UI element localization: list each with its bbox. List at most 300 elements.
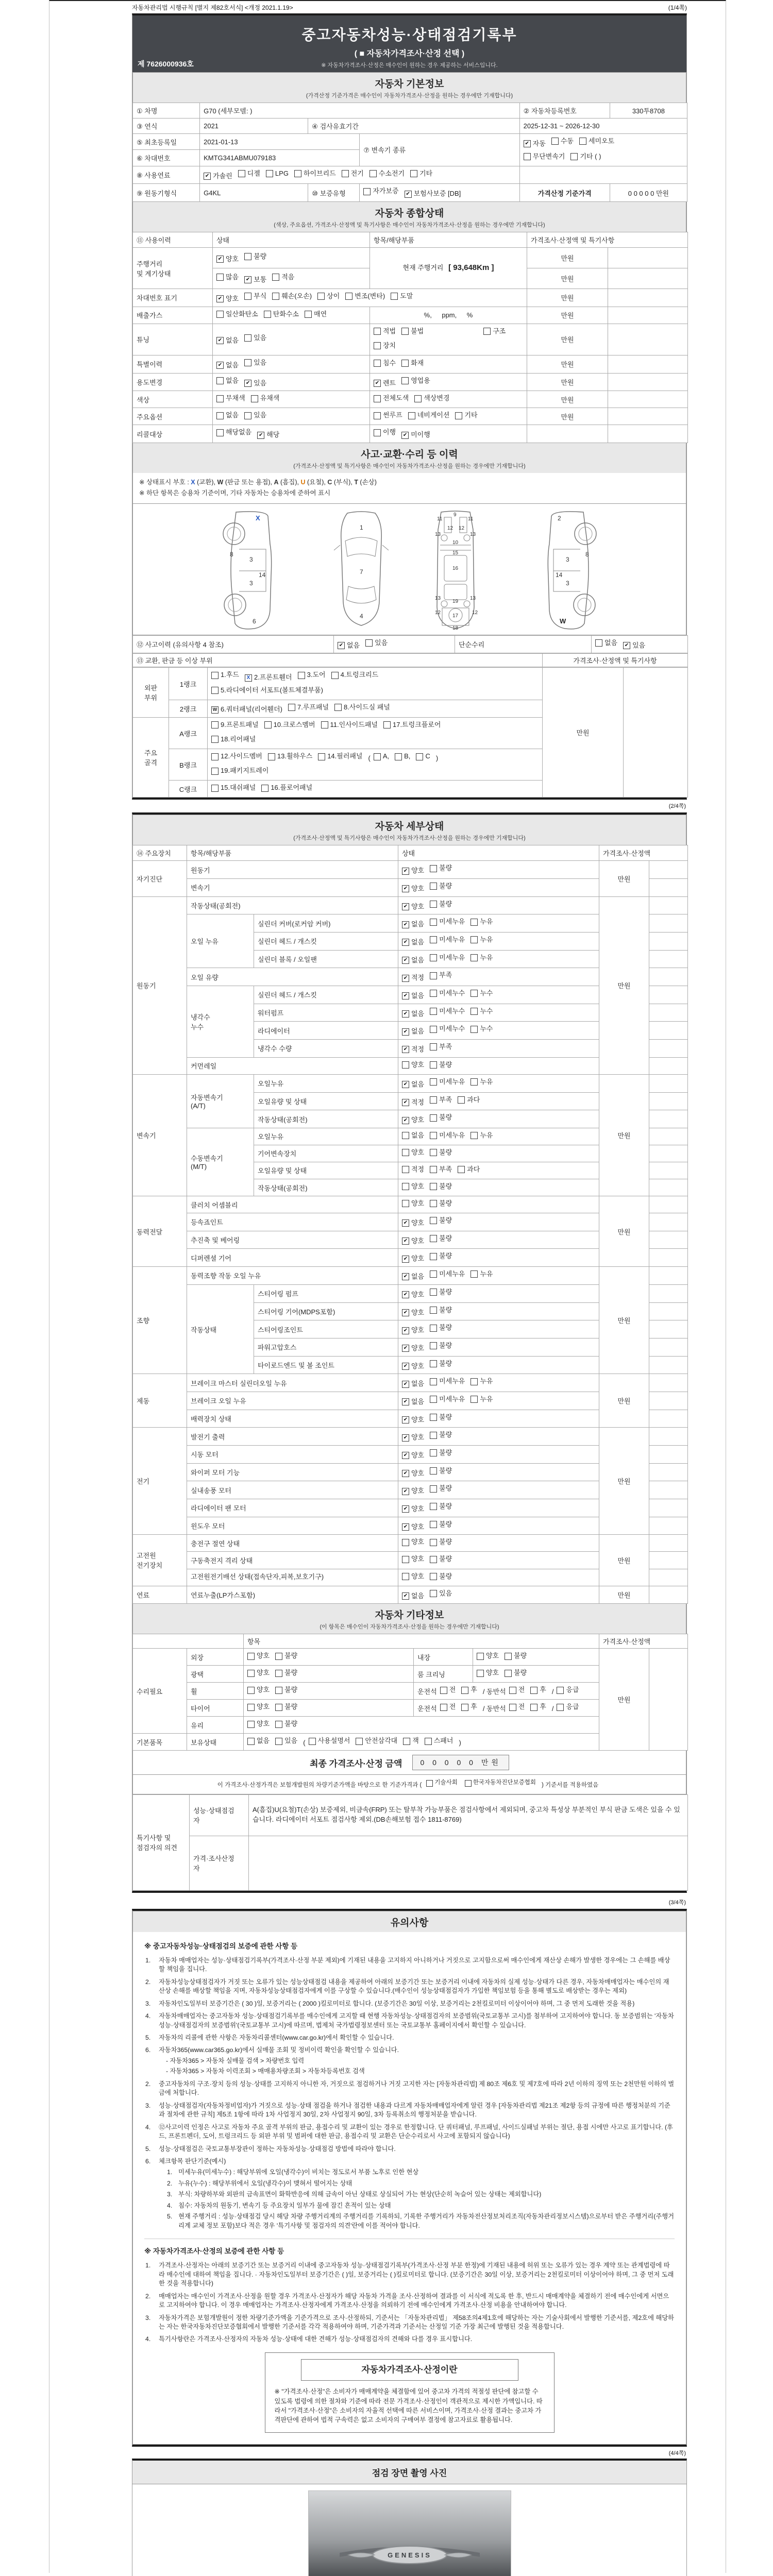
checkbox-label: 양호	[411, 1538, 425, 1546]
checkbox-label: 양호	[411, 1182, 425, 1190]
checkbox-icon	[211, 672, 219, 679]
checkbox-label: 안전삼각대	[365, 1737, 398, 1745]
form-cell	[398, 1145, 599, 1162]
checkbox-option	[524, 150, 565, 163]
form-cell	[398, 1162, 599, 1179]
checkbox-icon	[430, 1149, 437, 1156]
checkbox-label: 전기	[350, 169, 364, 177]
notice-item-text: 성능·상태점검자(자동차정비업자)가 거짓으로 성능·상태 점검을 하거나 점검한 내용과 다르게 자동차매매업자에게 알린 경우 [자동차관리법 제21조 제2항 등의 규정에 따른 행정처분의 기준과 절차에 관한 규칙] 제5조 1항에 따라 1차 사업정지 30일, 2차 사업정지 90일, 3차 등록취소의 행정처분을 받습니다.	[159, 2102, 670, 2119]
document-number: 제 7626000936호	[138, 60, 194, 68]
form-cell: 스티어링 기어(MDPS포함)	[254, 1302, 398, 1320]
form-cell: 워터펌프	[254, 1004, 398, 1022]
form-cell	[244, 1734, 599, 1751]
checkbox-icon: ✔	[405, 191, 412, 198]
checkbox-option	[402, 1485, 424, 1498]
checkbox-option	[430, 1023, 465, 1036]
checkbox-icon	[430, 1360, 437, 1367]
form-cell: 오일유량 및 상태	[254, 1162, 398, 1179]
checkbox-option	[402, 1449, 424, 1462]
checkbox-option	[455, 409, 477, 422]
checkbox-icon: ✔	[402, 1416, 409, 1423]
form-cell: 냉각수 수량	[254, 1040, 398, 1058]
form-cell: 연료누출(LP가스포함)	[187, 1586, 398, 1604]
checkbox-icon: ✔	[402, 992, 409, 999]
form-cell	[398, 1552, 599, 1569]
checkbox-label: 양호	[486, 1652, 499, 1660]
photo-hood-closeup	[308, 2490, 511, 2576]
form-cell: 오일누유	[254, 1074, 398, 1092]
checkbox-label: 수동	[560, 137, 574, 145]
form-cell: 연료	[133, 1586, 187, 1604]
notice-item-number: 3.	[145, 1999, 151, 2007]
form-cell	[649, 914, 688, 933]
notice-item-text: 특기사항란은 가격조사·산정자의 자동차 성능·상태에 대한 견해가 성능·상태점검자의 견해와 다를 경우 표시합니다.	[159, 2335, 473, 2343]
checkbox-option	[402, 1342, 424, 1355]
form-cell	[213, 408, 370, 425]
notice-subitem-number: 2.	[167, 2179, 173, 2187]
svg-text:11: 11	[467, 516, 473, 522]
checkbox-label: A,	[382, 752, 390, 760]
checkbox-label: 불법	[411, 327, 424, 335]
checkbox-group	[402, 862, 458, 877]
form-cell	[473, 1666, 599, 1683]
symbol-legend	[139, 477, 680, 488]
checkbox-group	[402, 1304, 458, 1319]
checkbox-label: 장치	[383, 341, 396, 349]
checkbox-option	[430, 1076, 465, 1089]
checkbox-option	[244, 357, 266, 369]
section-basic-title: 자동차 기본정보	[375, 79, 444, 90]
form-cell: 시동 모터	[187, 1446, 398, 1464]
form-cell	[370, 408, 527, 425]
notice-list-2	[144, 2080, 675, 2230]
checkbox-option	[402, 1129, 424, 1142]
notice-item-text: ⑫사고이력 인정은 사고로 자동차 주요 골격 부위의 판금, 용접수리 및 교환이 있는 경우로 한정합니다. 단 쿼터패널, 루프패널, 사이드실패널 부위는 절단, 용접 시에만 사고로 표기합니다. (후드, 프론트펜더, 도어, 트렁크리드 등 외판 부위 및 범퍼에 대한 판금, 용접수리 및 교환은 단순수리로서 사고에 포함되지 않습니다)	[159, 2123, 673, 2140]
form-cell	[527, 425, 608, 443]
form-cell: 커먼레일	[187, 1057, 398, 1074]
checkbox-label: 과다	[467, 1095, 480, 1104]
checkbox-option	[275, 1650, 297, 1663]
form-cell	[649, 1586, 688, 1604]
section-basic-subtitle: (가격산정 기준가격은 매수인이 자동차가격조사·산정을 원하는 경우에만 기재합니다)	[306, 93, 513, 99]
form-cell	[398, 1569, 599, 1586]
checkbox-label: 해당	[266, 431, 280, 439]
checkbox-label: 불량	[439, 1572, 452, 1580]
checkbox-label: 부족	[439, 1095, 452, 1104]
checkbox-group	[217, 1777, 601, 1791]
form-cell: 자기진단	[133, 861, 187, 896]
checkbox-label: 양호	[411, 1326, 425, 1334]
checkbox-icon: ✔	[402, 1219, 409, 1227]
form-cell: 충전구 절연 상태	[187, 1535, 398, 1552]
checkbox-option	[463, 1777, 536, 1789]
checkbox-icon: ✔	[244, 276, 251, 283]
checkbox-icon	[430, 1432, 437, 1439]
form-cell: 오일누유	[254, 1128, 398, 1145]
form-cell: 특별이력	[133, 355, 213, 373]
checkbox-group	[402, 1447, 458, 1462]
svg-text:7: 7	[359, 568, 363, 575]
checkbox-option	[477, 1667, 499, 1680]
checkbox-icon	[430, 1467, 437, 1475]
form-cell	[649, 1552, 688, 1569]
checkbox-label: 보통	[254, 275, 267, 283]
notice-subitem	[166, 2190, 675, 2199]
checkbox-option	[244, 274, 266, 286]
checkbox-icon	[470, 1008, 478, 1015]
checkbox-label: 양호	[411, 1255, 425, 1263]
notice-heading-1: ※ 중고자동차성능·상태점검의 보증에 관한 사항 등	[144, 1942, 298, 1950]
form-cell: 외판 부위	[133, 668, 169, 718]
checkbox-icon	[470, 919, 478, 926]
section-detail-title: 자동차 세부상태	[375, 821, 444, 833]
svg-text:12: 12	[447, 525, 453, 531]
checkbox-option	[402, 1078, 424, 1091]
section-acc-header	[132, 443, 686, 473]
checkbox-group	[402, 1429, 458, 1444]
checkbox-icon: ✔	[402, 939, 409, 946]
checkbox-label: 불량	[284, 1703, 298, 1711]
form-cell: 만원	[599, 1428, 649, 1535]
checkbox-group	[402, 934, 498, 949]
checkbox-option	[402, 954, 424, 967]
checkbox-label: 15.대쉬패널	[221, 784, 256, 792]
checkbox-label: 해당없음	[226, 428, 252, 436]
inspection-photos	[132, 2484, 686, 2576]
checkbox-group	[402, 1286, 458, 1301]
checkbox-label: 누유	[480, 918, 493, 926]
checkbox-group	[477, 1650, 532, 1664]
section-notice-header	[132, 1911, 686, 1932]
form-cell	[649, 1196, 688, 1213]
checkbox-label: 없음	[604, 638, 618, 647]
checkbox-group	[402, 1375, 498, 1391]
form-cell: 주행거리 및 계기상태	[133, 248, 213, 289]
checkbox-label: 양호	[257, 1652, 270, 1660]
symbol-desc: (판금 또는 용접),	[223, 479, 274, 486]
checkbox-option	[275, 1701, 297, 1714]
price-definition-title: 자동차가격조사·산정이란	[301, 2359, 518, 2381]
checkbox-label: 자가보증	[373, 187, 399, 195]
checkbox-icon	[238, 170, 245, 177]
checkbox-option	[430, 969, 452, 982]
checkbox-icon: ✔	[402, 1592, 409, 1600]
form-cell: 자동변속기 (A/T)	[187, 1074, 254, 1128]
form-cell: 만원	[527, 391, 608, 408]
checkbox-option	[216, 409, 239, 422]
form-cell: 실린더 블록 / 오일팬	[254, 950, 398, 968]
checkbox-label: 한국자동차진단보증협회	[473, 1780, 536, 1786]
form-cell	[649, 1302, 688, 1320]
checkbox-option	[402, 1396, 424, 1409]
checkbox-label: 후	[540, 1703, 546, 1711]
checkbox-option	[331, 669, 379, 682]
checkbox-label: 9.프론트패널	[221, 721, 259, 729]
comprehensive-state-table	[132, 232, 688, 443]
checkbox-option	[595, 637, 617, 650]
checkbox-label: 양호	[411, 1148, 425, 1156]
checkbox-option	[402, 865, 424, 877]
notice-item	[144, 2080, 675, 2098]
checkbox-label: 무채색	[226, 394, 245, 402]
checkbox-label: 불량	[439, 1502, 452, 1511]
checkbox-label: 적법	[383, 327, 396, 335]
checkbox-option	[408, 409, 450, 422]
checkbox-icon	[430, 936, 437, 943]
form-cell: 만원	[527, 248, 608, 268]
form-cell: 오일유량 및 상태	[254, 1092, 398, 1110]
checkbox-icon	[557, 1687, 564, 1694]
form-cell	[244, 1666, 414, 1683]
form-cell: 상태	[213, 232, 370, 248]
form-cell: 실린더 커버(로커암 커버)	[254, 914, 398, 933]
checkbox-option	[430, 1570, 452, 1583]
checkbox-icon	[416, 753, 423, 760]
checkbox-icon	[374, 328, 381, 335]
checkbox-label: 불량	[439, 1449, 452, 1456]
checkbox-label: 렌트	[383, 379, 396, 387]
checkbox-label: 양호	[411, 1362, 425, 1370]
final-price-label: 최종 가격조사·산정 금액	[310, 1758, 402, 1769]
form-cell	[398, 1179, 599, 1196]
checkbox-label: 전	[518, 1686, 525, 1694]
checkbox-label: 7.루프패널	[297, 703, 329, 711]
checkbox-option	[402, 901, 424, 913]
form-cell	[649, 1110, 688, 1128]
notice-item-number: 1.	[145, 2262, 151, 2269]
checkbox-icon	[275, 1670, 282, 1677]
checkbox-label: 불량	[284, 1652, 298, 1660]
checkbox-option	[416, 750, 430, 763]
form-cell: A랭크	[169, 718, 208, 749]
checkbox-option	[402, 1467, 424, 1480]
checkbox-icon	[275, 1721, 282, 1728]
symbol-W: W	[217, 479, 224, 486]
form-cell: 수리필요	[133, 1649, 187, 1734]
detailed-state-mount	[132, 845, 686, 1604]
form-cell: 상태	[398, 845, 599, 861]
notice-item	[144, 2046, 675, 2076]
checkbox-icon	[430, 1026, 437, 1033]
checkbox-option	[430, 1059, 452, 1072]
car-diagram-underbody	[419, 509, 492, 632]
form-cell: 작동상태(공회전)	[187, 896, 398, 914]
notice-item-text: 자동차매매업자는 중고자동차 성능·상태점검기록부를 매수인에게 고지할 때 현행 자동차성능·상태점검자의 보증범위(국토교통부 고시)를 첨부하여 고지하여야 합니다. 동 보증범위는 '자동차성능·상태점검자의 보증범위'(국토교통부 고시)에 따르며, 법제처 국가법령정보센터 또는 국토교통부 홈페이지에서 확인할 수 있습니다.	[159, 2012, 674, 2029]
checkbox-icon	[470, 1378, 478, 1385]
checkbox-label: 미세누유	[439, 1077, 465, 1086]
checkbox-icon	[430, 1325, 437, 1332]
checkbox-icon	[465, 1780, 472, 1787]
checkbox-label: 양호	[411, 1433, 425, 1442]
final-price-amount: 0 0 0 0 0 만원	[412, 1755, 509, 1770]
checkbox-icon	[430, 865, 437, 872]
checkbox-label: 누수	[480, 1025, 493, 1033]
checkbox-group	[216, 409, 272, 423]
symbol-U: U	[300, 479, 306, 486]
checkbox-icon	[470, 1078, 478, 1086]
checkbox-icon: ✔	[402, 957, 409, 964]
checkbox-option	[402, 1431, 424, 1444]
checkbox-icon	[247, 1704, 255, 1711]
form-cell: 2021-01-13	[200, 134, 360, 150]
checkbox-group	[402, 987, 498, 1003]
svg-text:13: 13	[469, 595, 476, 601]
checkbox-icon: ✔	[402, 903, 409, 910]
checkbox-label: 없음	[411, 938, 425, 946]
form-cell	[398, 1022, 599, 1040]
form-cell: 2021	[200, 118, 308, 134]
checkbox-option	[211, 765, 268, 777]
checkbox-option	[216, 359, 239, 372]
checkbox-icon	[402, 1183, 409, 1190]
checkbox-option	[430, 916, 465, 928]
form-cell	[398, 1356, 599, 1374]
symbol-desc: (부식),	[332, 479, 355, 486]
checkbox-option	[530, 1701, 546, 1714]
checkbox-option	[211, 750, 262, 763]
form-cell	[398, 1410, 599, 1428]
checkbox-label: 불량	[439, 1466, 452, 1475]
checkbox-option	[440, 1684, 456, 1697]
checkbox-icon	[430, 1485, 437, 1493]
checkbox-icon	[430, 1378, 437, 1385]
checkbox-option	[211, 733, 256, 746]
checkbox-option	[266, 167, 289, 180]
form-cell: 만원	[527, 324, 608, 355]
checkbox-option	[430, 1447, 452, 1460]
checkbox-group	[216, 332, 272, 347]
checkbox-group	[417, 1701, 585, 1715]
checkbox-label: LPG	[275, 169, 289, 177]
price-definition-text: ※ "가격조사·산정"은 소비자가 매매계약을 체결함에 있어 중고차 가격의 적절성 판단에 참고할 수 있도록 법령에 의한 절차와 기준에 따라 전문 가격조사·산정인이 객관적으로 제시한 가액입니다. 따라서 "가격조사·산정"은 소비자의 자율적 선택에 따른 서비스이며, 가격조사·산정 결과는 중고차 가격판단에 관하여 법적 구속력은 없고 소비자의 구매여부 결정에 참고자료로 활용됩니다.	[274, 2388, 543, 2424]
checkbox-label: 16.플로어패널	[271, 784, 313, 792]
notice-item-text: 성능·상태점검은 국토교통부장관이 정하는 자동차성능·상태점검 방법에 따라야 합니다.	[159, 2145, 396, 2153]
checkbox-label: 양호	[411, 1572, 425, 1580]
notice-item-text: 자동차가격은 보험개발원이 정한 차량기준가액을 기준가격으로 조사·산정하되, 기준서는 「자동차관리법」 제58조의4제1호에 해당하는 자는 기술사회에서 발행한 기준서를, 제2호에 해당하는 자는 한국자동차진단보증협회에서 발행한 기준서를 각각 적용하여야 하며, 기준가격과 기준서는 산정일 기준 가장 최근에 발행된 것을 적용합니다.	[159, 2314, 674, 2331]
checkbox-group	[216, 271, 300, 286]
form-cell	[398, 1586, 599, 1604]
form-cell: 작동상태	[187, 1284, 254, 1374]
form-cell: 0 0 0 0 0 만원	[610, 184, 687, 202]
checkbox-icon	[430, 919, 437, 926]
checkbox-option	[244, 290, 266, 303]
checkbox-option	[216, 334, 239, 347]
panel-rank-mount	[132, 667, 686, 798]
checkbox-label: 8.사이드실 패널	[344, 703, 390, 711]
checkbox-option	[272, 290, 312, 303]
checkbox-icon: ✔	[338, 642, 345, 649]
form-cell	[213, 324, 370, 355]
checkbox-option	[247, 1650, 270, 1663]
form-cell	[649, 1004, 688, 1022]
checkbox-label: 하이브리드	[303, 169, 336, 177]
checkbox-label: 양호	[411, 1487, 425, 1495]
notice-item-number: 1.	[145, 1956, 151, 1964]
form-cell: 2랭크	[169, 700, 208, 717]
checkbox-label: 세미오토	[588, 137, 615, 145]
form-cell: 만원	[599, 861, 649, 896]
form-cell	[398, 986, 599, 1004]
checkbox-icon	[505, 1670, 512, 1677]
checkbox-option	[402, 1197, 424, 1210]
mileage-value: [ 93,648Km ]	[448, 263, 494, 273]
checkbox-group	[402, 1518, 458, 1534]
notice-item	[144, 2033, 675, 2042]
checkbox-label: 불량	[439, 882, 452, 890]
checkbox-option	[430, 1518, 452, 1531]
checkbox-option	[470, 1005, 493, 1018]
form-cell	[649, 1128, 688, 1145]
checkbox-label: 후	[470, 1686, 477, 1694]
form-cell: 만원	[527, 289, 608, 307]
checkbox-label: 유채색	[260, 394, 280, 402]
svg-text:10: 10	[452, 539, 458, 546]
form-cell: 브레이크 오일 누유	[187, 1392, 398, 1410]
inline-text: 운전석	[417, 1687, 437, 1696]
checkbox-label: 양호	[411, 902, 425, 910]
form-cell	[398, 1004, 599, 1022]
checkbox-label: 불량	[439, 1148, 452, 1156]
checkbox-group	[216, 426, 285, 442]
form-cell	[649, 1535, 688, 1552]
checkbox-option	[244, 250, 266, 263]
form-cell	[398, 1110, 599, 1128]
form-cell	[649, 1092, 688, 1110]
checkbox-option	[425, 1735, 453, 1748]
checkbox-icon	[403, 1738, 410, 1745]
checkbox-option	[430, 1536, 452, 1549]
section-acc-title: 사고·교환·수리 등 이력	[361, 449, 458, 460]
inline-text: ) 기준서를 적용하였음	[542, 1782, 599, 1788]
checkbox-icon	[570, 153, 578, 160]
form-cell	[649, 1145, 688, 1162]
checkbox-icon	[309, 1738, 316, 1745]
checkbox-label: 불량	[439, 1538, 452, 1546]
checkbox-option	[402, 1570, 424, 1583]
checkbox-label: 양호	[411, 1505, 425, 1513]
checkbox-group	[417, 1684, 585, 1698]
notice-item-number: 3.	[145, 2102, 151, 2109]
form-cell	[398, 878, 599, 896]
notice-item	[144, 1978, 675, 1996]
checkbox-option	[374, 357, 396, 370]
checkbox-option	[440, 1701, 456, 1714]
form-cell: ⑨ 원동기형식	[133, 184, 200, 202]
inline-text: /	[551, 1687, 554, 1696]
checkbox-icon: ✔	[402, 1363, 409, 1370]
checkbox-label: 전	[518, 1703, 525, 1711]
checkbox-icon	[402, 1149, 409, 1156]
checkbox-label: 불량	[439, 1306, 452, 1314]
checkbox-icon: ✔	[402, 1452, 409, 1459]
form-cell: ⑬ 교환, 판금 등 이상 부위	[133, 654, 543, 667]
checkbox-label: 양호	[257, 1720, 270, 1728]
checkbox-icon	[268, 753, 275, 760]
form-cell	[649, 1517, 688, 1535]
checkbox-group	[402, 1587, 458, 1603]
form-cell	[398, 1535, 599, 1552]
checkbox-icon	[408, 412, 415, 419]
checkbox-option	[275, 1718, 297, 1731]
notice-item-text: 자동차성능상태점검자가 거짓 또는 오류가 있는 성능상태점검 내용을 제공하여 아래의 보증기간 또는 보증거리 이내에 자동차의 실제 성능·상태가 다른 경우, 자동차매매업자는 매수인의 재산상 손해를 배상할 책임을 지며, 자동차성능상태점검자에게 이를 구상할 수 있습니다.(매수인이 성능상태점검자가 가입한 책임보험 등을 통해 별도로 배상받는 경우는 제외)	[159, 1978, 669, 1995]
checkbox-icon	[430, 1235, 437, 1242]
checkbox-icon	[430, 1556, 437, 1563]
checkbox-option	[430, 1232, 452, 1245]
checkbox-label: 양호	[257, 1669, 270, 1677]
checkbox-label: 3.도어	[307, 671, 326, 679]
checkbox-icon	[272, 293, 279, 300]
svg-text:3: 3	[565, 555, 569, 563]
